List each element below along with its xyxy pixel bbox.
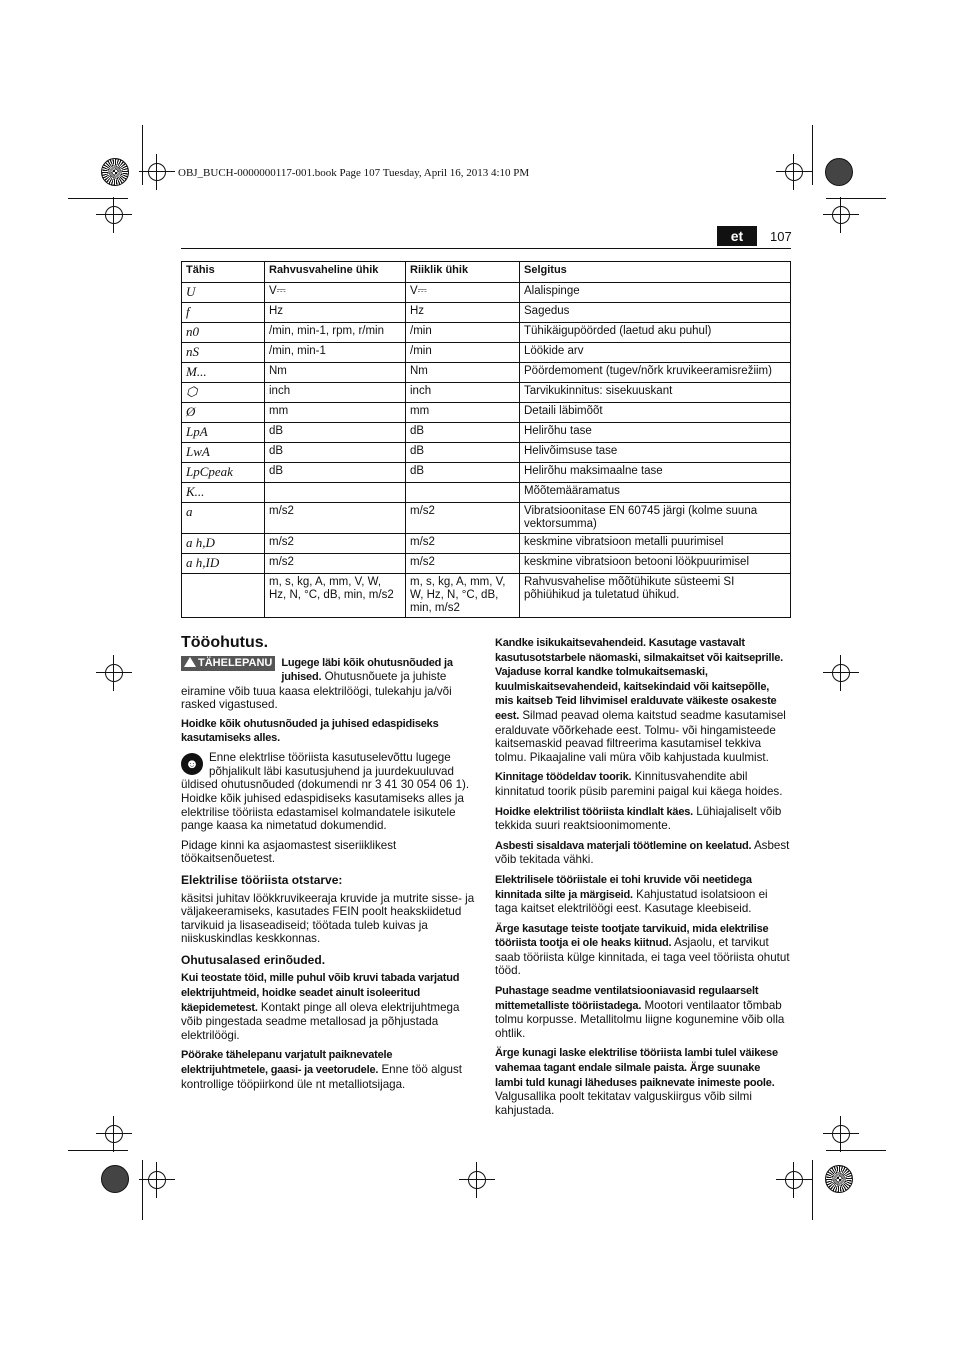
keep-instructions: Hoidke kõik ohutusnõuded ja juhised edaspidiseks kasutamiseks alles.	[181, 717, 439, 744]
safety-paragraph	[495, 839, 790, 867]
table-row	[182, 463, 791, 483]
safety-bold: Ärge kasutage teiste tootjate tarvikuid, mida elektrilise tööriista tootja ei ole heaks kiitnud.	[495, 922, 769, 950]
national-unit-cell: dB	[406, 423, 520, 443]
safety-bold: Hoidke elektrilist tööriista kindlalt käes.	[495, 805, 694, 818]
right-column	[495, 636, 790, 1123]
warning-bold: Lugege läbi kõik ohutusnõuded ja juhised.	[281, 656, 453, 684]
explanation-cell: Helirõhu tase	[520, 423, 791, 443]
crosshair-icon	[785, 1171, 803, 1189]
national-unit-cell: m/s2	[406, 554, 520, 574]
table-row	[182, 363, 791, 383]
table-header-row	[182, 262, 791, 283]
international-unit-cell: dB	[265, 423, 406, 443]
warning-paragraph	[181, 656, 476, 712]
table-row	[182, 534, 791, 554]
registration-dark-icon	[825, 158, 853, 186]
safety-text: Mootori ventilaator tõmbab tolmu korpusse. Metallitolmu liigne kogunemine võib olla ohtlik.	[495, 998, 785, 1040]
explanation-cell: Mõõtemääramatus	[520, 483, 791, 503]
international-unit-cell: m/s2	[265, 554, 406, 574]
safety-paragraph	[495, 984, 790, 1040]
crosshair-icon	[832, 1125, 850, 1143]
national-unit-cell: /min	[406, 323, 520, 343]
table-row	[182, 323, 791, 343]
table-row	[182, 303, 791, 323]
symbol-cell: U	[182, 283, 265, 303]
national-unit-cell: Hz	[406, 303, 520, 323]
safety-text: Asjaolu, et tarvikut saab tööriista külge kinnitada, ei taga veel tööriista ohutut tööd.	[495, 936, 790, 978]
section-heading: Tööohutus.	[181, 634, 269, 651]
symbol-cell: a h,ID	[182, 554, 265, 574]
warning-text: Ohutusnõuete ja juhiste eiramine võib tuua kaasa elektrilöögi, tulekahju ja/või rasked vigastused.	[181, 670, 452, 712]
crosshair-icon	[105, 664, 123, 682]
table-row	[182, 483, 791, 503]
intended-use-heading: Elektrilise tööriista otstarve:	[181, 872, 343, 887]
safety-bold: Kui teostate töid, mille puhul võib kruvi tabada varjatud elektrijuhtmeid, hoidke seadet ainult isoleeritud käepidemetest.	[181, 972, 460, 1014]
symbol-cell	[182, 574, 265, 618]
special-safety-heading: Ohutusalased erinõuded.	[181, 952, 326, 967]
warning-badge	[181, 656, 275, 672]
international-unit-cell: mm	[265, 403, 406, 423]
safety-paragraph	[495, 873, 790, 916]
safety-paragraph	[495, 922, 790, 978]
safety-paragraph	[495, 636, 790, 764]
page-number: 107	[770, 229, 792, 244]
safety-text: Lühiajaliselt võib tekkida suuri reaktsioonimomente.	[495, 804, 782, 833]
registration-star-icon	[101, 158, 129, 186]
crosshair-icon	[785, 163, 803, 181]
crosshair-icon	[468, 1171, 486, 1189]
international-unit-cell: Hz	[265, 303, 406, 323]
safety-bold: Asbesti sisaldava materjali töötlemine on keelatud.	[495, 839, 752, 852]
national-unit-cell: inch	[406, 383, 520, 403]
table-row	[182, 574, 791, 618]
international-unit-cell: m/s2	[265, 534, 406, 554]
national-unit-cell: m/s2	[406, 503, 520, 534]
registration-dark-icon	[101, 1165, 129, 1193]
header-national-unit: Riiklik ühik	[406, 262, 520, 283]
international-unit-cell: dB	[265, 443, 406, 463]
international-unit-cell: inch	[265, 383, 406, 403]
national-unit-cell: mm	[406, 403, 520, 423]
international-unit-cell: V⎓	[265, 283, 406, 303]
crop-mark	[812, 125, 813, 185]
symbol-cell: n0	[182, 323, 265, 343]
table-row	[182, 283, 791, 303]
explanation-cell: Tühikäigupöörded (laetud aku puhul)	[520, 323, 791, 343]
explanation-cell: Rahvusvahelise mõõtühikute süsteemi SI põhiühikud ja tuletatud ühikud.	[520, 574, 791, 618]
safety-text: Valgusallika poolt tekitatav valguskiirgus võib silmi kahjustada.	[495, 1090, 752, 1117]
header-explanation: Selgitus	[520, 262, 791, 283]
symbol-cell: f	[182, 303, 265, 323]
international-unit-cell: /min, min-1	[265, 343, 406, 363]
explanation-cell: keskmine vibratsioon betooni löökpuurimisel	[520, 554, 791, 574]
symbol-cell: M...	[182, 363, 265, 383]
safety-paragraph	[181, 971, 476, 1042]
table-row	[182, 554, 791, 574]
explanation-cell: Vibratsioonitase EN 60745 järgi (kolme suuna vektorsumma)	[520, 503, 791, 534]
crop-mark	[826, 198, 886, 199]
read-manual-paragraph	[181, 751, 476, 833]
crop-mark	[826, 1150, 886, 1151]
safety-bold: Kandke isikukaitsevahendeid. Kasutage vastavalt kasutusotstarbele näomaski, silmakaitset või kaitseprille. Vajaduse korral kandke tolmukaitsemaski, kuulmiskaitsevahendeid, kaitsekindaid või kaitsepõlle, mis kaitseb Teid lihvimisel eralduvate väikeste osakeste eest.	[495, 637, 783, 722]
crosshair-icon	[105, 1125, 123, 1143]
left-column	[181, 636, 476, 1097]
explanation-cell: Pöördemoment (tugev/nõrk kruvikeeramisrežiim)	[520, 363, 791, 383]
symbol-cell: ⬡	[182, 383, 265, 403]
table-row	[182, 343, 791, 363]
intended-use-text: käsitsi juhitav löökkruvikeeraja kruvide ja mutrite sisse- ja väljakeeramiseks, kasutades FEIN poolt heakskiidetud tarvikuid ja lisaseadiseid; töötada tuleb kuivas ja niiskuskindlas keskkonnas.	[181, 891, 475, 946]
symbol-cell: a h,D	[182, 534, 265, 554]
registration-star-icon	[825, 1165, 853, 1193]
international-unit-cell: m, s, kg, A, mm, V, W, Hz, N, °C, dB, min, m/s2	[265, 574, 406, 618]
explanation-cell: Detaili läbimõõt	[520, 403, 791, 423]
international-unit-cell: dB	[265, 463, 406, 483]
safety-text: Kinnitusvahendite abil kinnitatud toorik püsib paremini paigal kui käega hoides.	[495, 770, 783, 798]
table-row	[182, 383, 791, 403]
crosshair-icon	[832, 206, 850, 224]
book-read-icon: ☻	[181, 753, 203, 775]
read-manual-text: Enne elektrlise tööriista kasutuselevõttu lugege põhjalikult läbi kasutusjuhend ja juurdekuuluvad üldised ohutusnõuded (dokumendi nr 3 41 30 054 06 1). Hoidke kõik juhised edaspidiseks kasutamiseks alles ja elektrilise tööriista edastamisel kolmandatele isikutele pange kaasa ka nimetatud dokumendid.	[181, 751, 470, 833]
explanation-cell: keskmine vibratsioon metalli puurimisel	[520, 534, 791, 554]
symbol-cell: LwA	[182, 443, 265, 463]
units-table	[181, 261, 791, 618]
international-unit-cell: Nm	[265, 363, 406, 383]
safety-text: Enne töö algust kontrollige tööpiirkond üle nt metalliotsijaga.	[181, 1063, 463, 1091]
international-unit-cell: m/s2	[265, 503, 406, 534]
header-international-unit: Rahvusvaheline ühik	[265, 262, 406, 283]
safety-paragraph	[495, 805, 790, 833]
national-unit-cell	[406, 483, 520, 503]
table-row	[182, 403, 791, 423]
crosshair-icon	[148, 1171, 166, 1189]
national-unit-cell: dB	[406, 443, 520, 463]
crop-mark	[142, 1160, 143, 1220]
national-unit-cell: m, s, kg, A, mm, V, W, Hz, N, °C, dB, min, m/s2	[406, 574, 520, 618]
international-unit-cell: /min, min-1, rpm, r/min	[265, 323, 406, 343]
safety-text: Kahjustatud isolatsioon ei taga kaitset elektrilöögi eest. Kasutage kleebiseid.	[495, 887, 768, 916]
safety-bold: Pöörake tähelepanu varjatult paiknevatele elektrijuhtmetele, gaasi- ja veetorudele.	[181, 1049, 393, 1077]
crop-mark	[142, 125, 143, 185]
safety-paragraph	[495, 770, 790, 798]
warning-label: TÄHELEPANU	[198, 656, 273, 669]
safety-paragraph	[181, 1048, 476, 1091]
safety-bold: Kinnitage töödeldav toorik.	[495, 771, 632, 784]
safety-text: Kontakt pinge all oleva elektrijuhtmega võib pingestada seadme metallosad ja põhjustada elektrilöögi.	[181, 1000, 460, 1042]
crop-mark	[68, 1150, 128, 1151]
national-unit-cell: m/s2	[406, 534, 520, 554]
explanation-cell: Sagedus	[520, 303, 791, 323]
crop-mark	[812, 1160, 813, 1220]
safety-paragraph	[495, 1046, 790, 1117]
units-table-body	[182, 283, 791, 618]
national-unit-cell: /min	[406, 343, 520, 363]
symbol-cell: a	[182, 503, 265, 534]
symbol-cell: Ø	[182, 403, 265, 423]
explanation-cell: Helivõimsuse tase	[520, 443, 791, 463]
explanation-cell: Löökide arv	[520, 343, 791, 363]
explanation-cell: Alalispinge	[520, 283, 791, 303]
symbol-cell: LpCpeak	[182, 463, 265, 483]
language-badge: et	[717, 226, 757, 246]
crosshair-icon	[832, 664, 850, 682]
national-unit-cell: Nm	[406, 363, 520, 383]
safety-bold: Ärge kunagi laske elektrilise tööriista lambi tulel väikese vahemaa tagant endale silmale paista. Ärge suunake lambi tuld kunagi läheduses paiknevate inimeste poole.	[495, 1047, 778, 1089]
local-rules-text: Pidage kinni ka asjaomastest siseriiklikest töökaitsenõuetest.	[181, 838, 397, 866]
table-row	[182, 423, 791, 443]
explanation-cell: Tarvikukinnitus: sisekuuskant	[520, 383, 791, 403]
safety-text: Silmad peavad olema kaitstud seadme kasutamisel eralduvate võõrkehade eest. Tolmu- või hingamisteede kaitsemaskid peavad filtreerima kasutamisel tekkiva tolmu. Pikaajaline vali müra võib kahjustada kuulmist.	[495, 708, 786, 764]
crosshair-icon	[105, 206, 123, 224]
crosshair-icon	[148, 163, 166, 181]
safety-bold: Puhastage seadme ventilatsiooniavasid regulaarselt mittemetalliste tööriistadega.	[495, 985, 759, 1012]
explanation-cell: Helirõhu maksimaalne tase	[520, 463, 791, 483]
header-symbol: Tähis	[182, 262, 265, 283]
national-unit-cell: dB	[406, 463, 520, 483]
warning-triangle-icon	[184, 657, 196, 667]
national-unit-cell: V⎓	[406, 283, 520, 303]
table-row	[182, 443, 791, 463]
table-row	[182, 503, 791, 534]
safety-bold: Elektrilisele tööriistale ei tohi kruvide või neetidega kinnitada silte ja märgiseid.	[495, 873, 752, 901]
symbol-cell: K...	[182, 483, 265, 503]
symbol-cell: nS	[182, 343, 265, 363]
safety-text: Asbest võib tekitada vähki.	[495, 838, 790, 867]
international-unit-cell	[265, 483, 406, 503]
crop-mark	[68, 198, 128, 199]
symbol-cell: LpA	[182, 423, 265, 443]
file-header: OBJ_BUCH-0000000117-001.book Page 107 Tuesday, April 16, 2013 4:10 PM	[178, 167, 530, 179]
header-rule	[181, 248, 791, 249]
